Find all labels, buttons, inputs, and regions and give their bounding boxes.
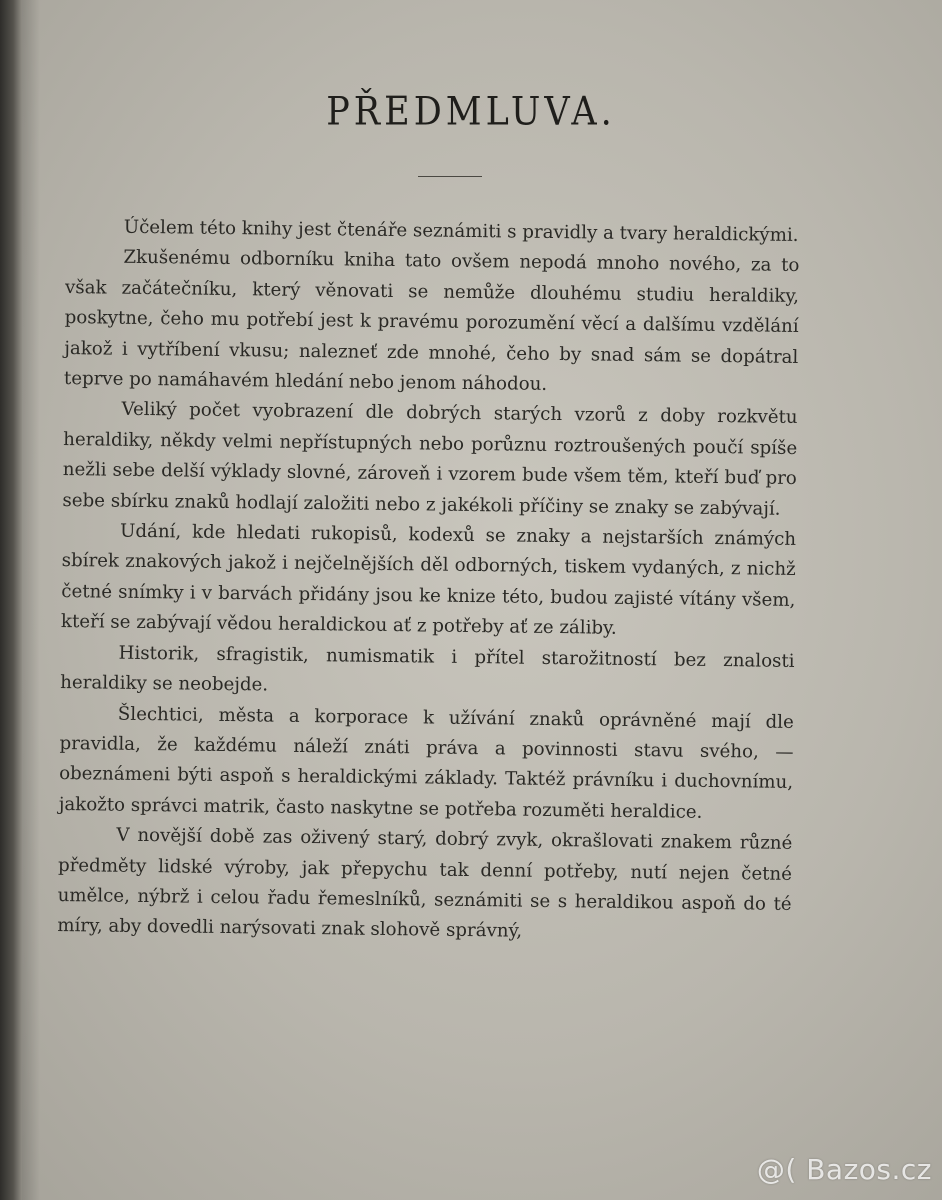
paragraph: Šlechtici, města a korporace k užívání znaků oprávněné mají dle pravidla, že každému náleží znáti práva a povinnosti stavu svého, — obeznámeni býti aspoň s heraldickými základy. Taktéž právníku i duchovnímu, jakožto správci matrik, často naskytne se potřeba rozuměti heraldice. bbox=[58, 703, 794, 823]
title-divider bbox=[418, 176, 482, 177]
page-fold-shadow bbox=[22, 0, 40, 1200]
paragraph: Udání, kde hledati rukopisů, kodexů se znaky a nejstarších známých sbírek znakových jakož i nejčelnějších děl odborných, tiskem vydaných, z nichž četné snímky i v barvách přidány jsou ke knize této, budou zajisté vítány všem, kteří se zabývají vědou heraldickou ať z potřeby ať ze záliby. bbox=[60, 520, 797, 640]
preface-body bbox=[57, 212, 800, 951]
paragraph: Zkušenému odborníku kniha tato ovšem nepodá mnoho nového, za to však začátečníku, který věnovati se nemůže dlouhému studiu heraldiky, poskytne, čeho mu potřebí jest k pravému porozumění věcí a dalšímu vzdělání jakož i vytříbení vkusu; nalezneť zde mnohé, čeho by snad sám se dopátral teprve po namáhavém hledání nebo jenom náhodou. bbox=[63, 247, 800, 395]
paragraph: Účelem této knihy jest čtenáře seznámiti s pravidly a tvary heraldickými. bbox=[123, 216, 799, 246]
paragraph: V novější době zas oživený starý, dobrý zvyk, okrašlovati znakem různé předměty lidské výroby, jak přepychu tak denní potřeby, nutí nejen četné umělce, nýbrž i celou řadu řemeslníků, seznámiti se s heraldikou aspoň do té míry, aby dovedli narýsovati znak slohově správný, bbox=[57, 824, 793, 942]
book-binding-edge bbox=[0, 0, 22, 1200]
paragraph: Veliký počet vyobrazení dle dobrých starých vzorů z doby rozkvětu heraldiky, někdy velmi nepřístupných nebo porůznu roztroušených poučí spíše nežli sebe delší výklady slovné, zároveň i vzorem bude všem těm, kteří buď pro sebe sbírku znaků hodlají založiti nebo z jakékoli příčiny se znaky se zabývají. bbox=[62, 399, 798, 520]
page-title: PŘEDMLUVA. bbox=[326, 89, 616, 135]
paragraph: Historik, sfragistik, numismatik i přítel starožitností bez znalosti heraldiky se neobejde. bbox=[60, 642, 795, 696]
site-watermark: @( Bazos.cz bbox=[756, 1153, 932, 1186]
